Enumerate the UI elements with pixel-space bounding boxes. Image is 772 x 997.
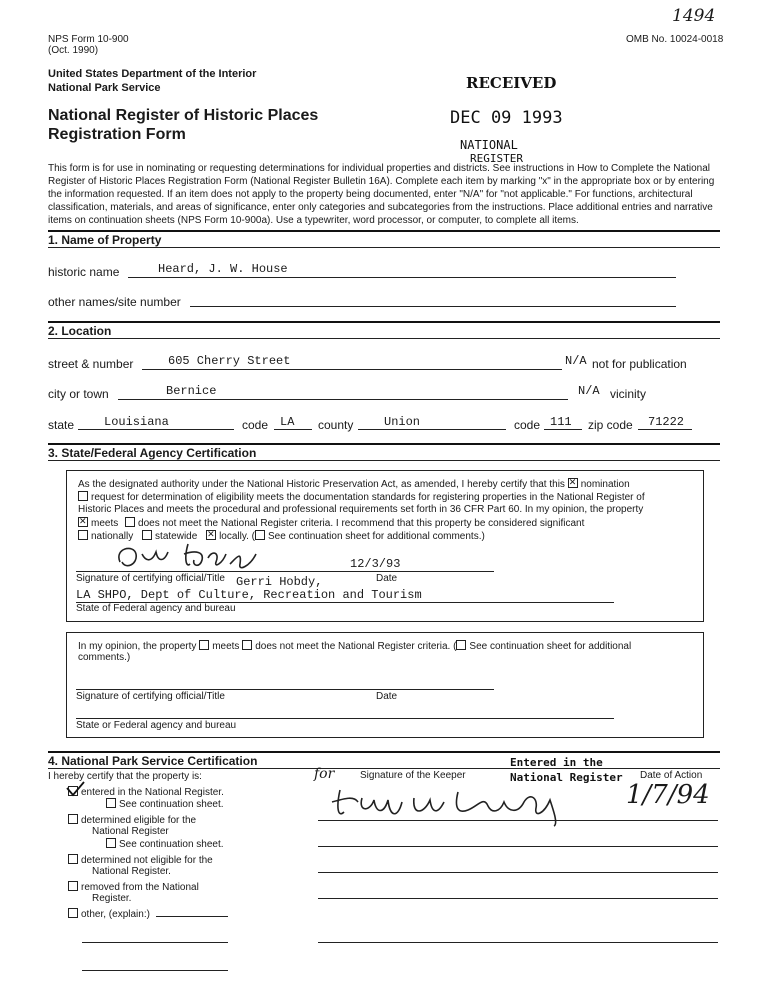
date-label: Date	[376, 573, 398, 584]
city-value[interactable]: Bernice	[166, 384, 217, 398]
intro-paragraph: This form is for use in nominating or requesting determinations for individual properties and districts. See instructions in How to Complete the National Register of Historic Places Registration Form (National Register Bulletin 16A). Complete each item by marking "x" in the appropriate box or by entering the information requested. If an item does not apply to the property being documented, enter "N/A" for "not applicable." For functions, architectural classification, materials, and areas of significance, enter only categories and subcategories from the instructions. Place additional entries and narrative items on continuation sheets (NPS Form 10-900a). Use a typewriter, word processor, or computer, to complete all items.	[48, 163, 715, 226]
register-stamp: REGISTER	[470, 152, 523, 165]
department: United States Department of the Interior	[48, 68, 257, 80]
county-value[interactable]: Union	[384, 415, 421, 429]
section-rule	[48, 751, 720, 753]
op-meets-checkbox[interactable]	[199, 640, 209, 650]
historic-name-line	[128, 277, 676, 278]
vicinity-label: vicinity	[610, 387, 647, 401]
cert-line-5: nationally statewide ✕ locally. ( See continuation sheet for additional comments.)	[78, 530, 485, 542]
certifying-signature	[112, 540, 272, 574]
street-value[interactable]: 605 Cherry Street	[168, 354, 291, 368]
section-rule	[48, 230, 720, 232]
keeper-line	[318, 820, 718, 821]
not-eligible-checkbox[interactable]	[68, 854, 78, 864]
page-subtitle: Registration Form	[48, 126, 186, 143]
entered-stamp-2: National Register	[510, 771, 623, 784]
signature-line	[76, 571, 494, 572]
opinion-comments: comments.)	[78, 652, 131, 663]
explain-line[interactable]	[82, 970, 228, 971]
other-names-label: other names/site number	[48, 295, 181, 309]
national-stamp: NATIONAL	[460, 138, 518, 152]
state-code-value[interactable]: LA	[280, 415, 295, 429]
section-3-heading: 3. State/Federal Agency Certification	[48, 446, 257, 460]
divider	[48, 768, 720, 769]
not-for-publication: not for publication	[592, 357, 687, 371]
street-na: N/A	[565, 354, 587, 368]
nomination-checkbox[interactable]	[568, 478, 578, 488]
state-value[interactable]: Louisiana	[104, 415, 169, 429]
entered-see-cont: See continuation sheet.	[106, 798, 224, 810]
eligible-see-cont-checkbox[interactable]	[106, 838, 116, 848]
received-stamp: RECEIVED	[466, 74, 557, 92]
handwritten-number: 1494	[672, 6, 716, 26]
locally-checkbox[interactable]	[206, 530, 216, 540]
agency-label: State of Federal agency and bureau	[76, 603, 236, 614]
county-code-value[interactable]: 111	[550, 415, 572, 429]
op-see-cont-checkbox[interactable]	[456, 640, 466, 650]
nationally-checkbox[interactable]	[78, 530, 88, 540]
city-line	[118, 399, 568, 400]
section-2-heading: 2. Location	[48, 324, 112, 338]
state-code-label: code	[242, 418, 269, 432]
state-code-line	[274, 429, 312, 430]
date-label-2: Date	[376, 691, 398, 702]
zip-value[interactable]: 71222	[648, 415, 685, 429]
county-code-label: code	[514, 418, 541, 432]
section-4-heading: 4. National Park Service Certification	[48, 754, 258, 768]
entered-see-cont-checkbox[interactable]	[106, 798, 116, 808]
signature-label: Signature of certifying official/Title	[76, 573, 225, 584]
eligible-option-2: National Register	[92, 826, 169, 837]
action-label: Date of Action	[640, 770, 703, 781]
form-date: (Oct. 1990)	[48, 45, 99, 56]
removed-checkbox[interactable]	[68, 881, 78, 891]
keeper-line[interactable]	[318, 846, 718, 847]
divider	[48, 338, 720, 339]
not-meets-checkbox[interactable]	[125, 517, 135, 527]
meets-checkbox[interactable]	[78, 517, 88, 527]
entered-stamp-1: Entered in the	[510, 756, 603, 769]
section-1-heading: 1. Name of Property	[48, 233, 162, 247]
keeper-line[interactable]	[318, 872, 718, 873]
eligible-see-cont: See continuation sheet.	[106, 838, 224, 850]
divider	[48, 460, 720, 461]
signature-label-2: Signature of certifying official/Title	[76, 691, 225, 702]
county-line	[358, 429, 506, 430]
agency-value[interactable]: LA SHPO, Dept of Culture, Recreation and Tourism	[76, 588, 422, 602]
keeper-label: Signature of the Keeper	[360, 770, 466, 781]
request-checkbox[interactable]	[78, 491, 88, 501]
other-option: other, (explain:)	[68, 908, 150, 920]
removed-option: removed from the National	[68, 881, 199, 893]
historic-name-label: historic name	[48, 265, 120, 279]
eligible-checkbox[interactable]	[68, 814, 78, 824]
state-label: state	[48, 418, 75, 432]
city-label: city or town	[48, 387, 109, 401]
other-checkbox[interactable]	[68, 908, 78, 918]
page-title: National Register of Historic Places	[48, 107, 319, 124]
cert-line-3: Historic Places and meets the procedural and professional requirements set forth in 36 CFR Part 60. In my opinion, the property	[78, 504, 644, 515]
cert-line-1: As the designated authority under the National Historic Preservation Act, as amended, I hereby certify that this ✕ nomination	[78, 478, 630, 490]
omb-number: OMB No. 10024-0018	[626, 34, 724, 45]
opinion-line: In my opinion, the property meets does not meet the National Register criteria. ( See continuation sheet for additional	[78, 641, 632, 652]
street-label: street & number	[48, 357, 134, 371]
explain-line[interactable]	[82, 942, 228, 943]
removed-option-2: Register.	[92, 893, 132, 904]
county-label: county	[318, 418, 354, 432]
received-date-stamp: DEC 09 1993	[450, 108, 563, 128]
zip-label: zip code	[588, 418, 633, 432]
historic-name-value[interactable]: Heard, J. W. House	[158, 262, 288, 276]
not-eligible-option-2: National Register.	[92, 866, 171, 877]
see-continuation-checkbox[interactable]	[255, 530, 265, 540]
checkmark-icon	[64, 780, 86, 798]
agency-line[interactable]	[76, 718, 614, 719]
street-line	[142, 369, 562, 370]
certify-text: I hereby certify that the property is:	[48, 771, 202, 782]
county-code-line	[544, 429, 582, 430]
section-rule	[48, 321, 720, 323]
action-date[interactable]: 1/7/94	[626, 780, 710, 810]
not-eligible-option: determined not eligible for the	[68, 854, 213, 866]
for-mark: for	[314, 766, 335, 782]
other-line[interactable]	[156, 916, 228, 917]
section-rule	[48, 443, 720, 445]
city-na: N/A	[578, 384, 600, 398]
signature-line[interactable]	[76, 689, 494, 690]
state-line	[78, 429, 234, 430]
statewide-checkbox[interactable]	[142, 530, 152, 540]
other-names-line[interactable]	[190, 306, 676, 307]
agency-label-2: State or Federal agency and bureau	[76, 720, 237, 731]
certification-date[interactable]: 12/3/93	[350, 557, 401, 571]
keeper-line[interactable]	[318, 898, 718, 899]
service: National Park Service	[48, 82, 161, 94]
form-id: NPS Form 10-900	[48, 34, 129, 45]
divider	[48, 247, 720, 248]
cert-line-2: request for determination of eligibility meets the documentation standards for registering properties in the National Register of	[78, 491, 645, 503]
cert-line-4: ✕meets does not meet the National Register criteria. I recommend that this property be considered significant	[78, 517, 584, 529]
keeper-line[interactable]	[318, 942, 718, 943]
entered-option: entered in the National Register.	[68, 786, 224, 798]
zip-line	[638, 429, 692, 430]
op-not-meets-checkbox[interactable]	[242, 640, 252, 650]
signer-name: Gerri Hobdy,	[236, 575, 323, 589]
eligible-option: determined eligible for the	[68, 814, 196, 826]
